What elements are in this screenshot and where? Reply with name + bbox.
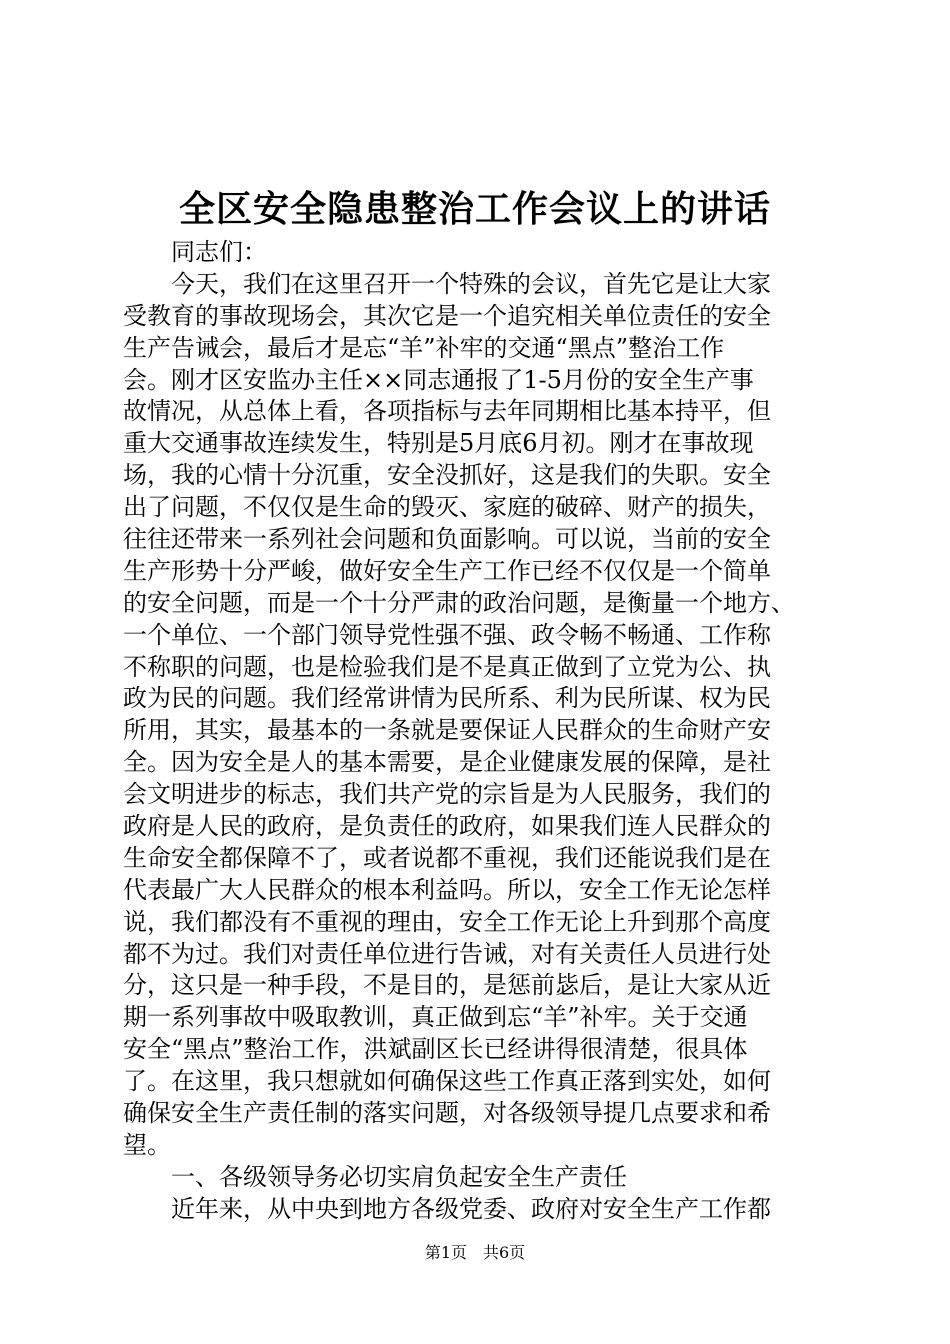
text-line: 会。刚才区安监办主任××同志通报了1-5月份的安全生产事 (123, 365, 754, 394)
text-line: 全。因为安全是人的基本需要，是企业健康发展的保障，是社 (123, 748, 771, 777)
document-title: 全区安全隐患整治工作会议上的讲话 (178, 188, 771, 230)
text-line: 受教育的事故现场会，其次它是一个追究相关单位责任的安全 (123, 301, 771, 330)
text-line: 场，我的心情十分沉重，安全没抓好，这是我们的失职。安全 (123, 461, 771, 490)
page-number-footer: 第1页 共6页 (424, 1243, 526, 1262)
text-line: 故情况，从总体上看，各项指标与去年同期相比基本持平，但 (123, 397, 771, 426)
text-line: 同志们： (123, 238, 267, 266)
text-line: 往往还带来一系列社会问题和负面影响。可以说，当前的安全 (123, 525, 771, 554)
text-line: 出了问题，不仅仅是生命的毁灭、家庭的破碎、财产的损失， (123, 493, 771, 522)
text-line: 不称职的问题，也是检验我们是不是真正做到了立党为公、执 (123, 652, 771, 681)
text-line: 分，这只是一种手段，不是目的，是惩前毖后，是让大家从近 (123, 971, 771, 1000)
text-line: 了。在这里，我只想就如何确保这些工作真正落到实处，如何 (123, 1067, 771, 1096)
text-line: 一个单位、一个部门领导党性强不强、政令畅不畅通、工作称 (123, 620, 771, 649)
text-line: 期一系列事故中吸取教训，真正做到忘“羊”补牢。关于交通 (123, 1003, 748, 1032)
text-line: 今天，我们在这里召开一个特殊的会议，首先它是让大家 (123, 269, 771, 298)
text-line: 都不为过。我们对责任单位进行告诫，对有关责任人员进行处 (123, 939, 771, 968)
text-line: 的安全问题，而是一个十分严肃的政治问题，是衡量一个地方、 (123, 588, 795, 617)
text-line: 生产形势十分严峻，做好安全生产工作已经不仅仅是一个简单 (123, 556, 771, 585)
text-line: 政为民的问题。我们经常讲情为民所系、利为民所谋、权为民 (123, 684, 771, 713)
text-line: 生命安全都保障不了，或者说都不重视，我们还能说我们是在 (123, 843, 771, 872)
section-heading: 一、各级领导务必切实肩负起安全生产责任 (123, 1162, 627, 1191)
text-line: 安全“黑点”整治工作，洪斌副区长已经讲得很清楚，很具体 (123, 1035, 748, 1064)
text-line: 会文明进步的标志，我们共产党的宗旨是为人民服务，我们的 (123, 780, 771, 809)
text-line: 所用，其实，最基本的一条就是要保证人民群众的生命财产安 (123, 716, 771, 745)
text-line: 近年来，从中央到地方各级党委、政府对安全生产工作都 (123, 1194, 771, 1223)
text-line: 望。 (123, 1130, 171, 1159)
text-line: 确保安全生产责任制的落实问题，对各级领导提几点要求和希 (123, 1099, 771, 1128)
text-line: 说，我们都没有不重视的理由，安全工作无论上升到那个高度 (123, 907, 771, 936)
text-line: 生产告诫会，最后才是忘“羊”补牢的交通“黑点”整治工作 (123, 333, 725, 362)
text-line: 代表最广大人民群众的根本利益吗。所以，安全工作无论怎样 (123, 875, 771, 904)
text-line: 政府是人民的政府，是负责任的政府，如果我们连人民群众的 (123, 812, 771, 841)
document-body (123, 237, 843, 1226)
text-line: 重大交通事故连续发生，特别是5月底6月初。刚才在事故现 (123, 429, 754, 458)
